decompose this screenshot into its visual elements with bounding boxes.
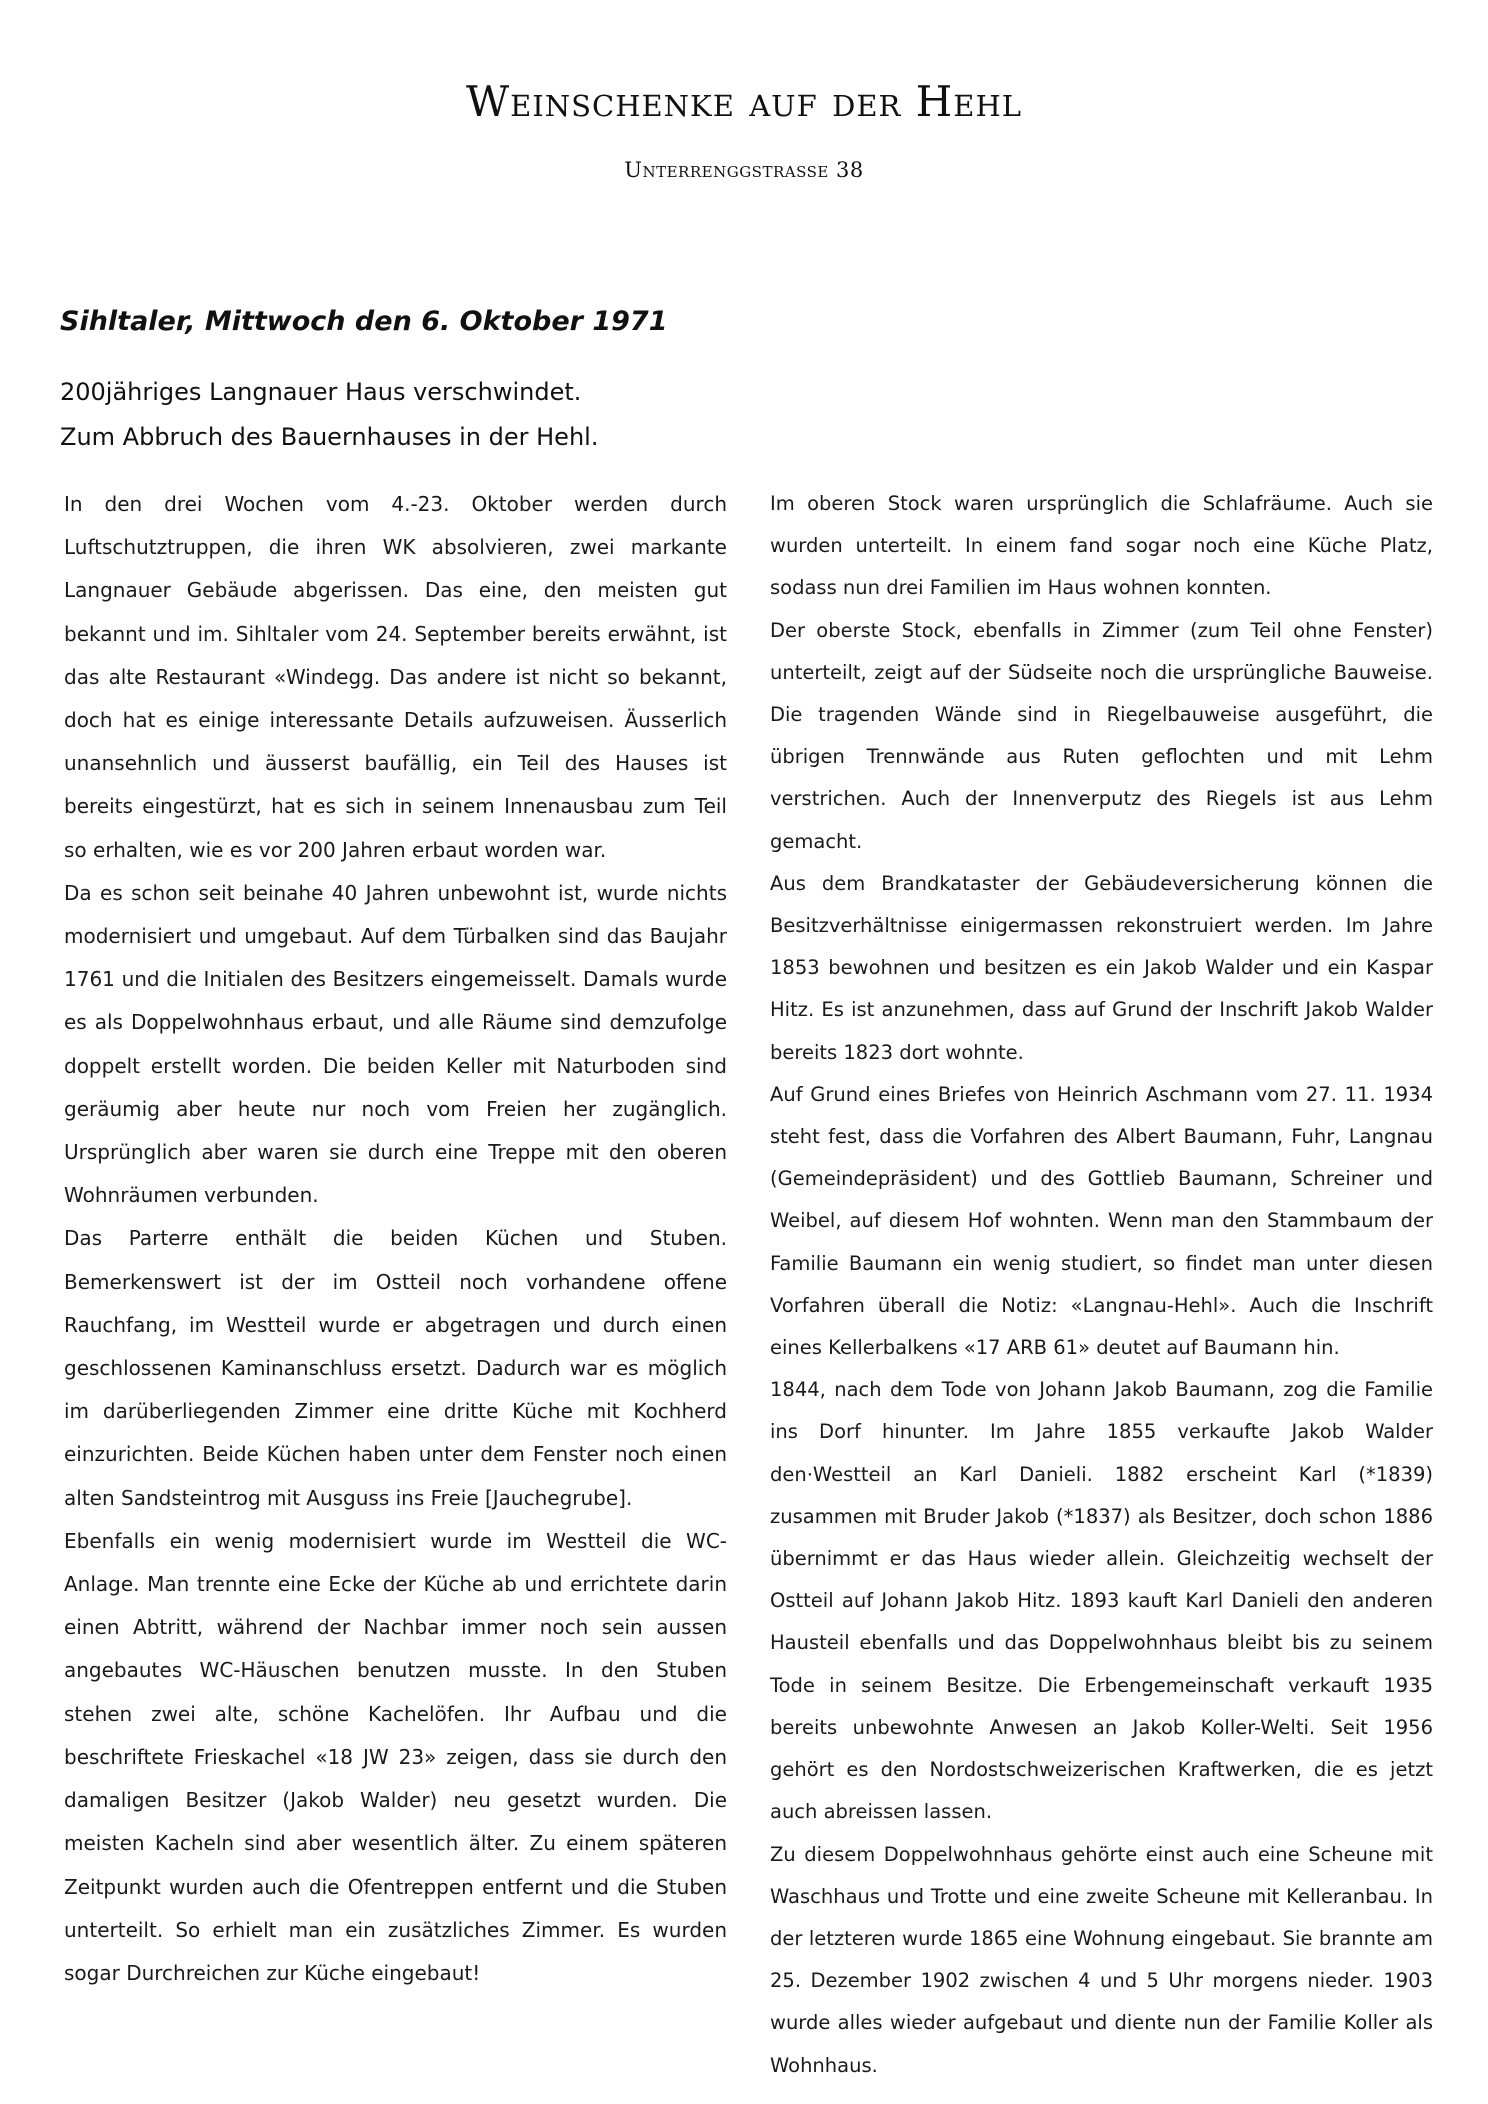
paragraph: Zu diesem Doppelwohnhaus gehörte einst auch eine Scheune mit Waschhaus und Trotte und eine zweite Scheune mit Kelleranbau. In der letzteren wurde 1865 eine Wohnung eingebaut. Sie brannte am 25. Dezember 1902 zwischen 4 und 5 Uhr morgens nieder. 1903 wurde alles wieder aufgebaut und diente nun der Familie Koller als Wohnhaus. <box>770 1842 1433 2077</box>
page-title: Weinschenke auf der Hehl <box>465 77 1023 126</box>
paragraph: Der oberste Stock, ebenfalls in Zimmer (zum Teil ohne Fenster) unterteilt, zeigt auf der Südseite noch die ursprüngliche Bauweise. Die tragenden Wände sind in Riegelbauweise ausgeführt, die übrigen Trennwände aus Ruten geflochten und mit Lehm verstrichen. Auch der Innenverputz des Riegels ist aus Lehm gemacht. <box>770 618 1433 853</box>
article-left-column <box>64 483 727 1995</box>
paragraph: Auf Grund eines Briefes von Heinrich Aschmann vom 27. 11. 1934 steht fest, dass die Vorfahren des Albert Baumann, Fuhr, Langnau (Gemeindepräsident) und des Gottlieb Baumann, Schreiner und Weibel, auf diesem Hof wohnten. Wenn man den Stammbaum der Familie Baumann ein wenig studiert, so findet man unter diesen Vorfahren überall die Notiz: «Langnau-Hehl». Auch die Inschrift eines Kellerbalkens «17 ARB 61» deutet auf Baumann hin. <box>770 1082 1433 1360</box>
paragraph: In den drei Wochen vom 4.-23. Oktober werden durch Luftschutztruppen, die ihren WK absolvieren, zwei markante Langnauer Gebäude abgerissen. Das eine, den meisten gut bekannt und im. Sihltaler vom 24. September bereits erwähnt, ist das alte Restaurant «Windegg. Das andere ist nicht so bekannt, doch hat es einige interessante Details aufzuweisen. Äusserlich unansehnlich und äusserst baufällig, ein Teil des Hauses ist bereits eingestürzt, hat es sich in seinem Innenausbau zum Teil so erhalten, wie es vor 200 Jahren erbaut worden war. <box>64 492 727 862</box>
article-headline-1: 200jähriges Langnauer Haus verschwindet. <box>60 378 582 406</box>
paragraph: Ebenfalls ein wenig modernisiert wurde im Westteil die WC-Anlage. Man trennte eine Ecke der Küche ab und errichtete darin einen Abtritt, während der Nachbar immer noch sein aussen angebautes WC-Häuschen benutzen musste. In den Stuben stehen zwei alte, schöne Kachelöfen. Ihr Aufbau und die beschriftete Frieskachel «18 JW 23» zeigen, dass sie durch den damaligen Besitzer (Jakob Walder) neu gesetzt wurden. Die meisten Kacheln sind aber wesentlich älter. Zu einem späteren Zeitpunkt wurden auch die Ofentreppen entfernt und die Stuben unterteilt. So erhielt man ein zusätzliches Zimmer. Es wurden sogar Durchreichen zur Küche eingebaut! <box>64 1528 727 1985</box>
article-dateline: Sihltaler, Mittwoch den 6. Oktober 1971 <box>60 306 668 337</box>
paragraph: Das Parterre enthält die beiden Küchen und Stuben. Bemerkenswert ist der im Ostteil noch vorhandene offene Rauchfang, im Westteil wurde er abgetragen und durch einen geschlossenen Kaminanschluss ersetzt. Dadurch war es möglich im darüberliegenden Zimmer eine dritte Küche mit Kochherd einzurichten. Beide Küchen haben unter dem Fenster noch einen alten Sandsteintrog mit Ausguss ins Freie [Jauchegrube]. <box>64 1226 727 1510</box>
paragraph: 1844, nach dem Tode von Johann Jakob Baumann, zog die Familie ins Dorf hinunter. Im Jahre 1855 verkaufte Jakob Walder den·Westteil an Karl Danieli. 1882 erscheint Karl (*1839) zusammen mit Bruder Jakob (*1837) als Besitzer, doch schon 1886 übernimmt er das Haus wieder allein. Gleichzeitig wechselt der Ostteil auf Johann Jakob Hitz. 1893 kauft Karl Danieli den anderen Hausteil ebenfalls und das Doppelwohnhaus bleibt bis zu seinem Tode in seinem Besitze. Die Erbengemeinschaft verkauft 1935 bereits unbewohnte Anwesen an Jakob Koller-Welti. Seit 1956 gehört es den Nordostschweizerischen Kraftwerken, die es jetzt auch abreissen lassen. <box>770 1378 1433 1824</box>
article-right-column <box>770 483 1433 2087</box>
article-headline-2: Zum Abbruch des Bauernhauses in der Hehl. <box>60 423 599 451</box>
paragraph: Im oberen Stock waren ursprünglich die Schlafräume. Auch sie wurden unterteilt. In einem fand sogar noch eine Küche Platz, sodass nun drei Familien im Haus wohnen konnten. <box>770 492 1433 600</box>
paragraph: Aus dem Brandkataster der Gebäudeversicherung können die Besitzverhältnisse einigermassen rekonstruiert werden. Im Jahre 1853 bewohnen und besitzen es ein Jakob Walder und ein Kaspar Hitz. Es ist anzunehmen, dass auf Grund der Inschrift Jakob Walder bereits 1823 dort wohnte. <box>770 871 1433 1064</box>
page-subtitle-address: Unterrenggstrasse 38 <box>624 158 864 182</box>
paragraph: Da es schon seit beinahe 40 Jahren unbewohnt ist, wurde nichts modernisiert und umgebaut. Auf dem Türbalken sind das Baujahr 1761 und die Initialen des Besitzers eingemeisselt. Damals wurde es als Doppelwohnhaus erbaut, und alle Räume sind demzufolge doppelt erstellt worden. Die beiden Keller mit Naturboden sind geräumig aber heute nur noch vom Freien her zugänglich. Ursprünglich aber waren sie durch eine Treppe mit den oberen Wohnräumen verbunden. <box>64 880 727 1208</box>
